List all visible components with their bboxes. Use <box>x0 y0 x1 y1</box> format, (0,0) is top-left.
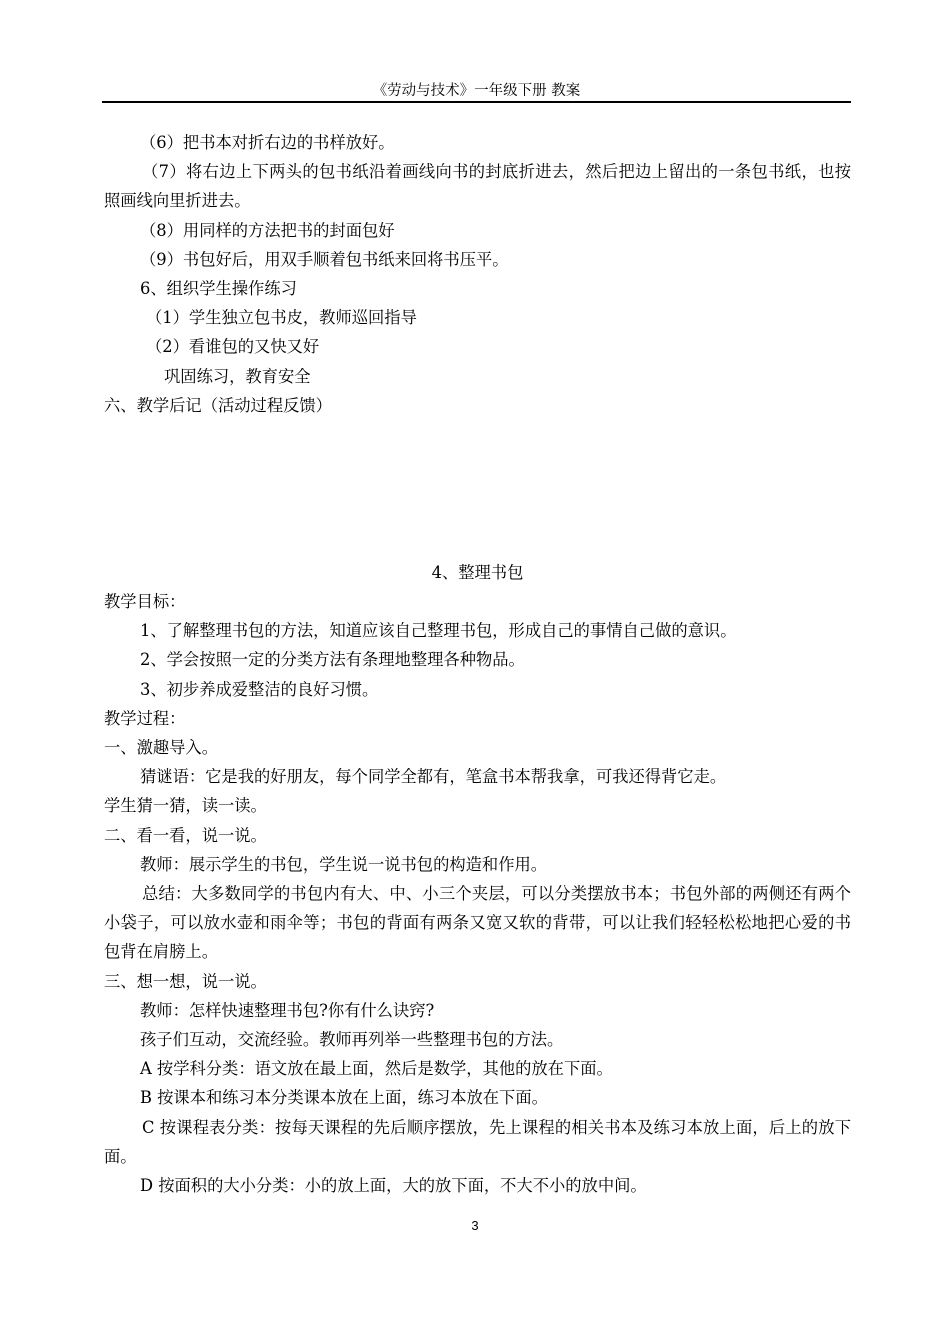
goal-3: 3、初步养成爱整洁的良好习惯。 <box>140 679 379 699</box>
summary-paragraph: 总结：大多数同学的书包内有大、中、小三个夹层，可以分类摆放书本；书包外部的两侧还有两个小袋子，可以放水壶和雨伞等；书包的背面有两条又宽又软的背带，可以让我们轻轻松松地把心爱的书包背在肩膀上。 <box>104 883 851 962</box>
method-b: B 按课本和练习本分类课本放在上面，练习本放在下面。 <box>140 1088 548 1108</box>
consolidate-note: 巩固练习，教育安全 <box>164 366 311 386</box>
afterword-heading: 六、教学后记（活动过程反馈） <box>104 395 332 415</box>
teacher-question: 教师：怎样快速整理书包?你有什么诀窍? <box>140 1000 435 1020</box>
step-6: （6）把书本对折右边的书样放好。 <box>140 133 395 152</box>
practice-heading: 6、组织学生操作练习 <box>140 278 297 298</box>
step-9: （9）书包好后，用双手顺着包书纸来回将书压平。 <box>140 249 509 269</box>
header-divider <box>102 101 851 103</box>
lesson-title: 4、整理书包 <box>431 562 524 582</box>
practice-item-1: （1）学生独立包书皮，教师巡回指导 <box>146 308 417 328</box>
step-2-heading: 二、看一看，说一说。 <box>104 825 267 845</box>
process-heading: 教学过程： <box>104 708 186 728</box>
document-body <box>104 128 851 1200</box>
riddle-follow-up: 学生猜一猜，读一读。 <box>104 796 267 816</box>
step-1-heading: 一、激趣导入。 <box>104 738 218 758</box>
page-number: 3 <box>471 1218 479 1233</box>
riddle-text: 猜谜语：它是我的好朋友，每个同学全都有，笔盒书本帮我拿，可我还得背它走。 <box>140 767 727 787</box>
method-d: D 按面积的大小分类：小的放上面，大的放下面，不大不小的放中间。 <box>140 1175 647 1195</box>
step-7: （7）将右边上下两头的包书纸沿着画线向书的封底折进去，然后把边上留出的一条包书纸，也按照画线向里折进去。 <box>104 162 851 211</box>
page-header: 《劳动与技术》一年级下册 教案 <box>372 83 581 99</box>
goal-2: 2、学会按照一定的分类方法有条理地整理各种物品。 <box>140 650 525 670</box>
children-interact: 孩子们互动，交流经验。教师再列举一些整理书包的方法。 <box>140 1029 564 1049</box>
practice-item-2: （2）看谁包的又快又好 <box>146 337 320 357</box>
goal-1: 1、了解整理书包的方法，知道应该自己整理书包，形成自己的事情自己做的意识。 <box>140 621 737 641</box>
teacher-show: 教师：展示学生的书包，学生说一说书包的构造和作用。 <box>140 854 548 874</box>
goals-heading: 教学目标： <box>104 592 186 612</box>
method-c: C 按课程表分类：按每天课程的先后顺序摆放，先上课程的相关书本及练习本放上面，后上的放下面。 <box>104 1117 851 1166</box>
blank-space <box>104 420 851 558</box>
step-3-heading: 三、想一想，说一说。 <box>104 971 267 991</box>
step-8: （8）用同样的方法把书的封面包好 <box>140 220 395 240</box>
method-a: A 按学科分类：语文放在最上面，然后是数学，其他的放在下面。 <box>140 1059 613 1079</box>
